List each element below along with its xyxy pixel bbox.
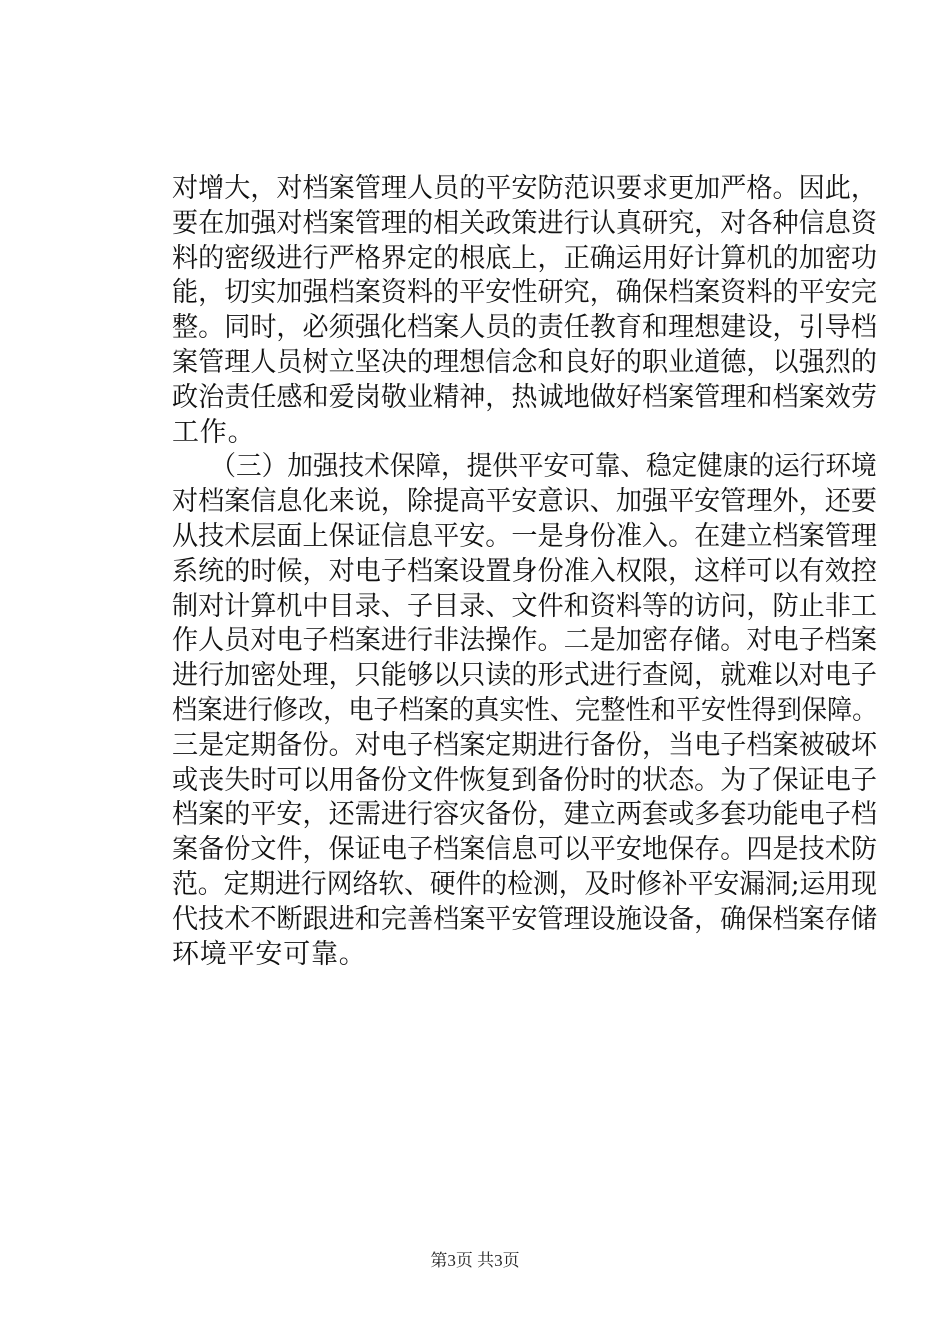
text-line: 档案的平安，还需进行容灾备份，建立两套或多套功能电子档	[172, 799, 877, 831]
text-line: 环境平安可靠。	[172, 938, 367, 970]
text-line: 或丧失时可以用备份文件恢复到备份时的状态。为了保证电子	[172, 764, 877, 796]
text-line: 进行加密处理，只能够以只读的形式进行查阅，就难以对电子	[172, 660, 877, 692]
text-line: 范。定期进行网络软、硬件的检测，及时修补平安漏洞;运用现	[172, 868, 877, 900]
text-line: 案管理人员树立坚决的理想信念和良好的职业道德，以强烈的	[172, 346, 877, 378]
text-line: 三是定期备份。对电子档案定期进行备份，当电子档案被破坏	[172, 729, 877, 761]
section-heading-line: （三）加强技术保障，提供平安可靠、稳定健康的运行环境	[172, 451, 877, 483]
text-line: 对增大，对档案管理人员的平安防范识要求更加严格。因此，	[172, 173, 877, 204]
text-line: 整。同时，必须强化档案人员的责任教育和理想建设，引导档	[172, 312, 877, 344]
text-line: 案备份文件，保证电子档案信息可以平安地保存。四是技术防	[172, 834, 877, 866]
page-footer	[0, 1246, 950, 1271]
text-line: 工作。	[172, 416, 256, 448]
text-line: 料的密级进行严格界定的根底上，正确运用好计算机的加密功	[172, 242, 877, 274]
text-line: 系统的时候，对电子档案设置身份准入权限，这样可以有效控	[172, 555, 877, 587]
text-line: 能，切实加强档案资料的平安性研究，确保档案资料的平安完	[172, 277, 877, 309]
page-number: 第3页 共3页	[430, 1251, 520, 1270]
text-line: 从技术层面上保证信息平安。一是身份准入。在建立档案管理	[172, 520, 877, 552]
text-line: 制对计算机中目录、子目录、文件和资料等的访问，防止非工	[172, 590, 877, 622]
text-line: 政治责任感和爱岗敬业精神，热诚地做好档案管理和档案效劳	[172, 381, 877, 413]
body-text	[172, 172, 878, 972]
text-line: 作人员对电子档案进行非法操作。二是加密存储。对电子档案	[172, 625, 877, 657]
text-line: 对档案信息化来说，除提高平安意识、加强平安管理外，还要	[172, 486, 877, 518]
text-line: 要在加强对档案管理的相关政策进行认真研究，对各种信息资	[172, 207, 877, 239]
text-line: 档案进行修改，电子档案的真实性、完整性和平安性得到保障。	[172, 694, 878, 726]
text-line: 代技术不断跟进和完善档案平安管理设施设备，确保档案存储	[172, 903, 877, 935]
